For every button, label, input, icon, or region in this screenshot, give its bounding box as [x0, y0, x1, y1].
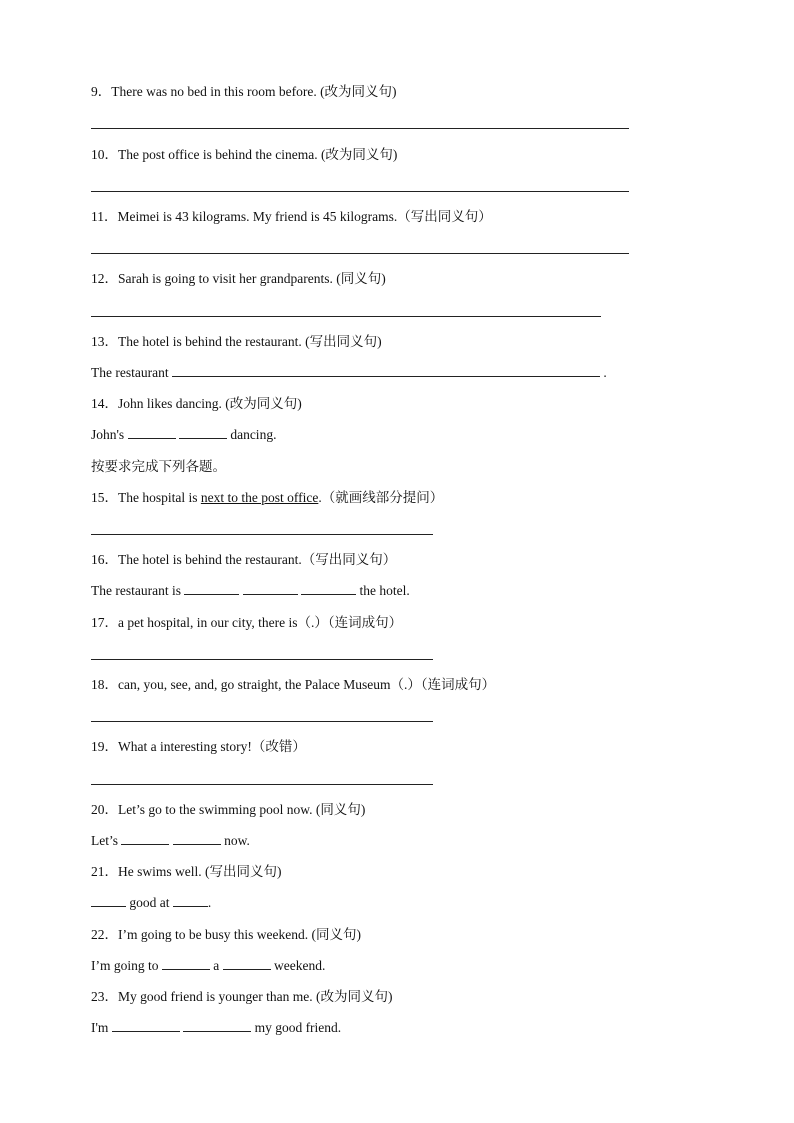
answer-line-12[interactable]	[91, 316, 601, 317]
answer-blank-13[interactable]	[172, 364, 600, 377]
answer-mid: a	[213, 958, 220, 973]
answer-row-22	[91, 957, 325, 975]
answer-prefix: I’m going to	[91, 958, 159, 973]
answer-row-13	[91, 364, 607, 382]
answer-row-23	[91, 1019, 341, 1037]
answer-row-21	[91, 894, 211, 912]
answer-blank-14b[interactable]	[179, 426, 227, 439]
question-22: 22．I’m going to be busy this weekend. (同义句)	[91, 927, 361, 942]
answer-mid: good at	[129, 895, 170, 910]
answer-suffix: weekend.	[274, 958, 326, 973]
question-15	[91, 489, 443, 507]
answer-blank-22b[interactable]	[223, 957, 271, 970]
answer-prefix: Let’s	[91, 833, 118, 848]
question-16: 16．The hotel is behind the restaurant.（写出同义句）	[91, 552, 397, 567]
answer-blank-20b[interactable]	[173, 832, 221, 845]
question-17: 17．a pet hospital, in our city, there is（.）（连词成句）	[91, 615, 403, 630]
answer-blank-23a[interactable]	[112, 1019, 180, 1032]
answer-line-11[interactable]	[91, 253, 629, 254]
answer-row-14	[91, 426, 276, 444]
answer-blank-16b[interactable]	[243, 582, 298, 595]
answer-line-17[interactable]	[91, 659, 433, 660]
answer-line-18[interactable]	[91, 721, 433, 722]
answer-prefix: The restaurant	[91, 365, 169, 380]
question-12: 12．Sarah is going to visit her grandparents. (同义句)	[91, 271, 386, 286]
answer-blank-20a[interactable]	[121, 832, 169, 845]
answer-suffix: the hotel.	[359, 583, 410, 598]
question-10: 10．The post office is behind the cinema. (改为同义句)	[91, 147, 398, 162]
question-11: 11．Meimei is 43 kilograms. My friend is 45 kilograms.（写出同义句）	[91, 209, 492, 224]
section-title: 按要求完成下列各题。	[91, 459, 226, 474]
question-13: 13．The hotel is behind the restaurant. (写出同义句)	[91, 334, 382, 349]
question-19: 19．What a interesting story!（改错）	[91, 739, 306, 754]
answer-line-19[interactable]	[91, 784, 433, 785]
answer-suffix: .	[207, 895, 212, 910]
question-18: 18．can, you, see, and, go straight, the Palace Museum（.）（连词成句）	[91, 677, 496, 692]
answer-blank-21b[interactable]	[173, 894, 208, 907]
answer-suffix: my good friend.	[254, 1020, 342, 1035]
answer-suffix: .	[603, 365, 607, 380]
answer-blank-16c[interactable]	[301, 582, 356, 595]
question-21: 21．He swims well. (写出同义句)	[91, 864, 282, 879]
answer-blank-23b[interactable]	[183, 1019, 251, 1032]
question-14: 14．John likes dancing. (改为同义句)	[91, 396, 302, 411]
question-23: 23．My good friend is younger than me. (改为同义句)	[91, 989, 393, 1004]
answer-suffix: now.	[224, 833, 250, 848]
answer-prefix: I'm	[91, 1020, 109, 1035]
answer-row-20	[91, 832, 250, 850]
underlined-phrase: next to the post office	[200, 490, 319, 505]
answer-blank-21a[interactable]	[91, 894, 126, 907]
question-15-after: .（就画线部分提问）	[318, 490, 444, 505]
question-9: 9．There was no bed in this room before. (改为同义句)	[91, 84, 397, 99]
answer-suffix: dancing.	[230, 427, 277, 442]
answer-line-9[interactable]	[91, 128, 629, 129]
question-20: 20．Let’s go to the swimming pool now. (同义句)	[91, 802, 366, 817]
answer-row-16	[91, 582, 410, 600]
answer-line-10[interactable]	[91, 191, 629, 192]
answer-blank-16a[interactable]	[184, 582, 239, 595]
answer-line-15[interactable]	[91, 534, 433, 535]
answer-prefix: The restaurant is	[91, 583, 181, 598]
answer-blank-22a[interactable]	[162, 957, 210, 970]
answer-prefix: John's	[91, 427, 125, 442]
answer-blank-14a[interactable]	[128, 426, 176, 439]
question-15-before: 15．The hospital is	[91, 490, 201, 505]
